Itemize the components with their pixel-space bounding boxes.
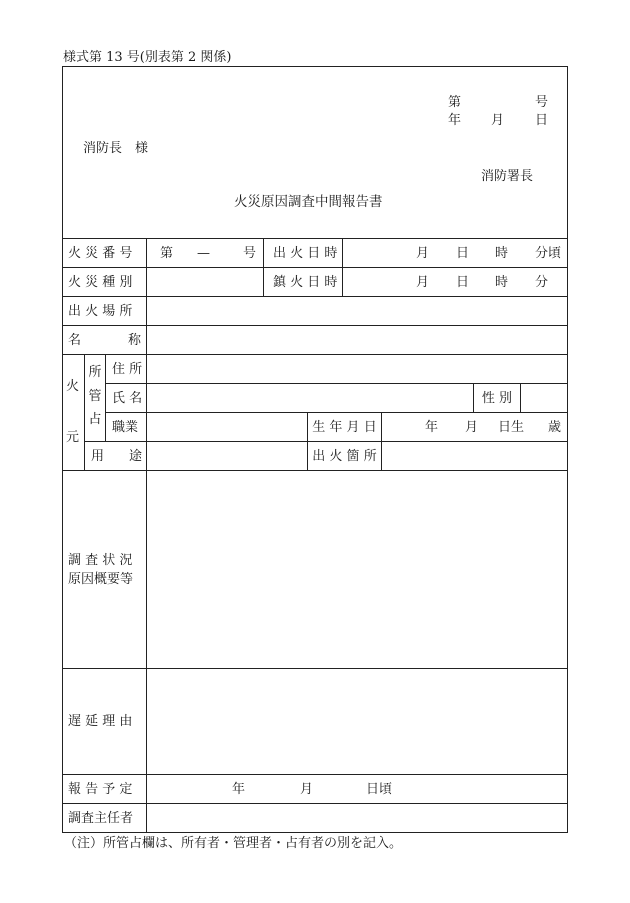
ignition-month: 月 <box>416 246 430 261</box>
extinguish-month: 月 <box>416 275 430 290</box>
header-month: 月 <box>491 113 505 128</box>
report-month: 月 <box>300 782 314 797</box>
form-title: 火災原因調査中間報告書 <box>234 194 383 210</box>
rule <box>62 803 568 804</box>
rule <box>381 412 382 470</box>
sex-label: 性 別 <box>481 390 513 406</box>
fire-number-go: 号 <box>243 246 257 261</box>
usage-label-right: 途 <box>129 449 143 464</box>
rule <box>520 383 521 412</box>
occupation-label: 職業 <box>112 420 139 435</box>
form-id: 様式第 13 号(別表第 2 関係) <box>63 50 232 65</box>
extinguish-datetime-label: 鎮 火 日 時 <box>273 274 338 290</box>
fire-number-label: 火 災 番 号 <box>68 245 133 261</box>
report-day: 日頃 <box>366 782 393 797</box>
rule <box>62 668 568 669</box>
header-go: 号 <box>535 95 549 110</box>
ignition-day: 日 <box>456 246 470 261</box>
jurisdiction-char: 所 <box>88 365 102 380</box>
investigation-label-line2: 原因概要等 <box>68 572 134 587</box>
fire-number-dash: — <box>197 246 210 261</box>
rule <box>62 354 568 355</box>
ignition-spot-label: 出 火 箇 所 <box>312 448 377 464</box>
rule <box>105 354 106 441</box>
birth-month: 月 <box>465 420 479 435</box>
ignition-minute: 分頃 <box>535 246 562 261</box>
age-unit: 歳 <box>548 420 562 435</box>
fire-type-label: 火 災 種 別 <box>68 274 133 290</box>
delay-reason-label: 遅 延 理 由 <box>68 714 133 729</box>
jurisdiction-label <box>88 366 102 426</box>
investigation-label-line1: 調 査 状 況 <box>68 553 133 568</box>
origin-label-bottom: 元 <box>66 430 80 445</box>
extinguish-hour: 時 <box>495 275 509 290</box>
fire-location-label: 出 火 場 所 <box>68 303 133 319</box>
birth-date-label: 生 年 月 日 <box>312 419 377 435</box>
address-label: 住 所 <box>112 362 143 377</box>
ignition-hour: 時 <box>495 246 509 261</box>
usage-label-left: 用 <box>91 449 105 464</box>
header-year: 年 <box>448 113 462 128</box>
fire-number-dai: 第 <box>160 246 174 261</box>
rule <box>342 238 343 296</box>
report-schedule-label: 報 告 予 定 <box>68 781 133 797</box>
name-label-left: 名 <box>68 333 82 348</box>
chief-investigator-label: 調査主任者 <box>68 811 134 826</box>
origin-label-top: 火 <box>66 379 80 394</box>
rule <box>84 354 85 470</box>
ignition-datetime-label: 出 火 日 時 <box>273 245 338 261</box>
name-label-right: 称 <box>128 333 142 348</box>
rule <box>263 238 264 296</box>
birth-day: 日生 <box>498 420 525 435</box>
jurisdiction-char: 占 <box>88 412 102 427</box>
sender: 消防署長 <box>481 169 534 184</box>
person-name-label: 氏 名 <box>112 391 143 406</box>
addressee: 消防長 様 <box>83 141 149 156</box>
extinguish-minute: 分 <box>535 275 549 290</box>
jurisdiction-char: 管 <box>88 388 102 404</box>
header-dai: 第 <box>448 95 462 110</box>
rule <box>62 470 568 471</box>
header-day: 日 <box>535 113 549 128</box>
birth-year: 年 <box>425 420 439 435</box>
report-year: 年 <box>232 782 246 797</box>
rule <box>146 238 147 833</box>
extinguish-day: 日 <box>456 275 470 290</box>
footnote: （注）所管占欄は、所有者・管理者・占有者の別を記入。 <box>64 836 403 851</box>
rule <box>62 325 568 326</box>
